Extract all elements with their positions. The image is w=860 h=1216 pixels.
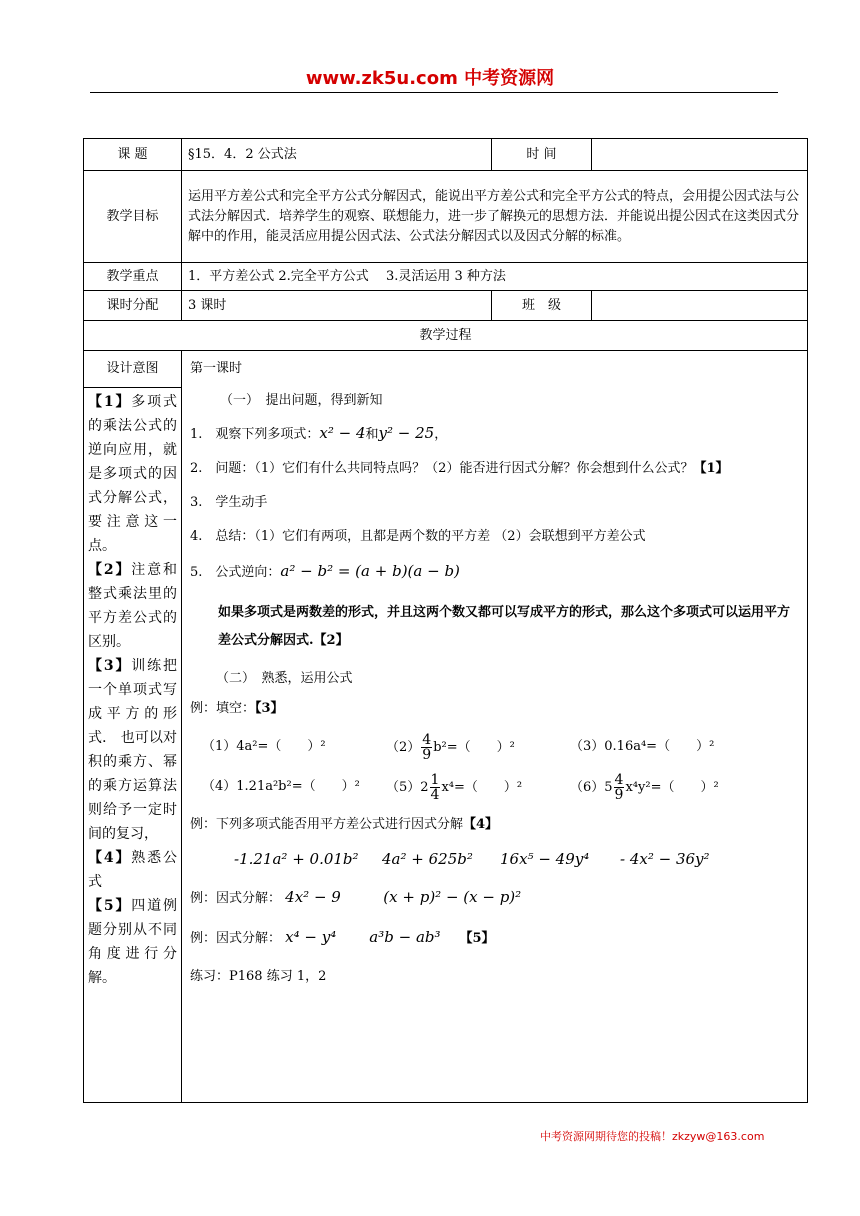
note-4: 【4】熟悉公式 [88, 850, 177, 890]
factor-example-2: 例：因式分解： x⁴ − y⁴ a³b − ab³ 【5】 [190, 928, 495, 946]
focus-text: 1．平方差公式 2.完全平方公式 3.灵活运用 3 种方法 [182, 263, 808, 291]
hours-label: 课时分配 [84, 291, 182, 321]
judge-row [190, 849, 799, 869]
process-title: 教学过程 [84, 321, 808, 351]
design-intent-column [84, 351, 182, 1103]
site-url[interactable]: www.zk5u.com [305, 68, 458, 89]
fill-item-5: （5）2 $\frac{1}{4}$ x⁴=（ ）² [386, 771, 523, 803]
hours-value: 3 课时 [182, 291, 492, 321]
rule-statement: 如果多项式是两数差的形式，并且这两个数又都可以写成平方的形式，那么这个多项式可以运用平方差公式分解因式.【2】 [218, 605, 791, 648]
fill-item-6: （6）5 $\frac{4}{9}$ x⁴y²=（ ）² [570, 771, 719, 803]
note-2: 【2】注意和整式乘法里的平方差公式的区别。 [88, 562, 177, 650]
site-name: 中考资源网 [464, 68, 555, 89]
footer-note: 中考资源网期待您的投稿！zkzyw@163.com [540, 1130, 765, 1143]
note-1: 【1】多项式的乘法公式的逆向应用，就是多项式的因式分解公式，要注意这一点。 [88, 394, 177, 554]
practice: 练习：P168 练习 1，2 [190, 969, 327, 984]
step-4: 4. 总结：（1）它们有两项，且都是两个数的平方差 （2）会联想到平方差公式 [190, 529, 646, 544]
header-rule [90, 92, 778, 93]
lesson-plan-table [83, 138, 808, 1103]
time-value [592, 139, 808, 171]
step-2: 2. 问题：（1）它们有什么共同特点吗？（2）能否进行因式分解？你会想到什么公式？【1】 [190, 461, 729, 476]
judge-item-3: 16x⁵ − 49y⁴ [500, 850, 590, 868]
time-label: 时 间 [492, 139, 592, 171]
note-5: 【5】四道例题分别从不同角度进行分解。 [88, 898, 177, 986]
step-3: 3. 学生动手 [190, 495, 268, 510]
judge-item-1: -1.21a² + 0.01b² [234, 850, 359, 868]
section-1-heading: （一） 提出问题，得到新知 [220, 393, 383, 408]
fill-row-2 [190, 769, 799, 805]
judge-item-4: - 4x² − 36y² [620, 850, 710, 868]
design-label: 设计意图 [84, 351, 181, 388]
judge-item-2: 4a² + 625b² [382, 850, 473, 868]
section-2-heading: （二） 熟悉，运用公式 [216, 671, 353, 686]
focus-label: 教学重点 [84, 263, 182, 291]
step-1: 1. 观察下列多项式：x² − 4和y² − 25， [190, 424, 448, 442]
step-5: 5. 公式逆向：a² − b² = (a + b)(a − b) [190, 562, 460, 580]
fill-item-1: （1）4a²=（ ）² [202, 739, 326, 754]
site-header [0, 64, 860, 90]
fill-example: 例：填空：【3】 [190, 701, 284, 716]
class-value [592, 291, 808, 321]
fill-item-3: （3）0.16a⁴=（ ）² [570, 739, 715, 754]
factor-example-1: 例：因式分解： 4x² − 9 (x + p)² − (x − p)² [190, 888, 522, 906]
topic-value: §15．4．2 公式法 [182, 139, 492, 171]
note-3: 【3】训练把一个单项式写成平方的形式． 也可以对积的乘方、幂的乘方运算法则给予一定时间的复习， [88, 658, 177, 842]
fill-item-4: （4）1.21a²b²=（ ）² [202, 779, 360, 794]
topic-label: 课 题 [84, 139, 182, 171]
process-content [182, 351, 808, 1103]
fill-item-2: （2） $\frac{4}{9}$ b²=（ ）² [386, 731, 515, 763]
goals-text: 运用平方差公式和完全平方公式分解因式，能说出平方差公式和完全平方公式的特点，会用提公因式法与公式法分解因式．培养学生的观察、联想能力，进一步了解换元的思想方法．并能说出提公因式在这类因式分解中的作用，能灵活应用提公因式法、公式法分解因式以及因式分解的标准。 [182, 171, 808, 263]
lesson-title: 第一课时 [190, 361, 243, 376]
class-label: 班 级 [492, 291, 592, 321]
design-notes [84, 388, 181, 992]
judge-example: 例：下列多项式能否用平方差公式进行因式分解【4】 [190, 817, 499, 832]
goals-label: 教学目标 [84, 171, 182, 263]
fill-row-1 [190, 729, 799, 765]
